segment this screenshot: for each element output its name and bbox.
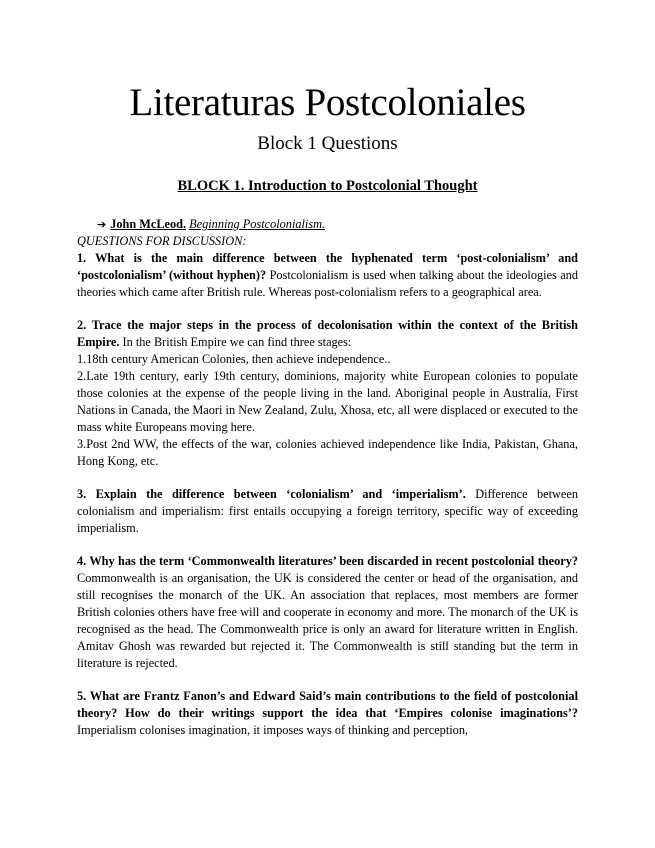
- question-text: 4. Why has the term ‘Commonwealth literatures’ been discarded in recent postcolonial theory?: [77, 554, 578, 568]
- reference-book-title: Beginning Postcolonialism.: [189, 217, 326, 231]
- question-block-5: [77, 688, 578, 739]
- arrow-icon: ➔: [97, 218, 107, 231]
- question-text: 5. What are Frantz Fanon’s and Edward Said’s main contributions to the field of postcolonial theory? How do their writings support the idea that ‘Empires colonise imaginations’?: [77, 689, 578, 720]
- reference-author: John McLeod.: [110, 217, 187, 231]
- question-block-3: [77, 486, 578, 537]
- question-block-2: [77, 317, 578, 470]
- question-block-1: [77, 250, 578, 301]
- question-text: 3. Explain the difference between ‘colonialism’ and ‘imperialism’.: [77, 487, 466, 501]
- answer-text: Difference between colonialism and imperialism: first entails occupying a foreign territory, specific way of exceeding imperialism.: [77, 487, 578, 535]
- answer-text: Commonwealth is an organisation, the UK is considered the center or head of the organisation, and still recognises the monarch of the UK. An association that replaces, most members are former British colonies others have free will and cooperate in economy and more. The monarch of the UK is recognised as the head. The Commonwealth price is only an award for literature written in English. Amitav Ghosh was rewarded but rejected it. The Commonwealth is still standing but the term in literature is rejected.: [77, 571, 578, 670]
- answer-text: Imperialism colonises imagination, it imposes ways of thinking and perception,: [77, 723, 469, 737]
- question-block-4: [77, 553, 578, 672]
- answer-line: 3.Post 2nd WW, the effects of the war, colonies achieved independence like India, Pakistan, Ghana, Hong Kong, etc.: [77, 437, 578, 468]
- document-body: [77, 216, 578, 739]
- page-title: Literaturas Postcoloniales: [129, 81, 526, 124]
- answer-line: 2.Late 19th century, early 19th century, dominions, majority white European colonies to populate those colonies at the expense of the people living in the land. Aboriginal people in Australia, First Nations in Canada, the Maori in New Zealand, Zulu, Xhosa, etc, all were displaced or executed to the mass white Europeans moving here.: [77, 369, 578, 434]
- answer-line: 1.18th century American Colonies, then achieve independence..: [77, 352, 391, 366]
- answer-text: Postcolonialism is used when talking about the ideologies and theories which came after British rule. Whereas post-colonialism refers to a geographical area.: [77, 268, 578, 299]
- question-text: 1. What is the main difference between the hyphenated term ‘post-colonialism’ and ‘postcolonialism’ (without hyphen)?: [77, 251, 578, 282]
- answer-text: In the British Empire we can find three stages:: [119, 335, 352, 349]
- reference-line: [77, 216, 578, 233]
- page-subtitle: Block 1 Questions: [257, 133, 398, 154]
- question-text: 2. Trace the major steps in the process of decolonisation within the context of the British Empire.: [77, 318, 578, 349]
- questions-label: QUESTIONS FOR DISCUSSION:: [77, 234, 247, 248]
- block-heading: BLOCK 1. Introduction to Postcolonial Thought: [177, 178, 478, 194]
